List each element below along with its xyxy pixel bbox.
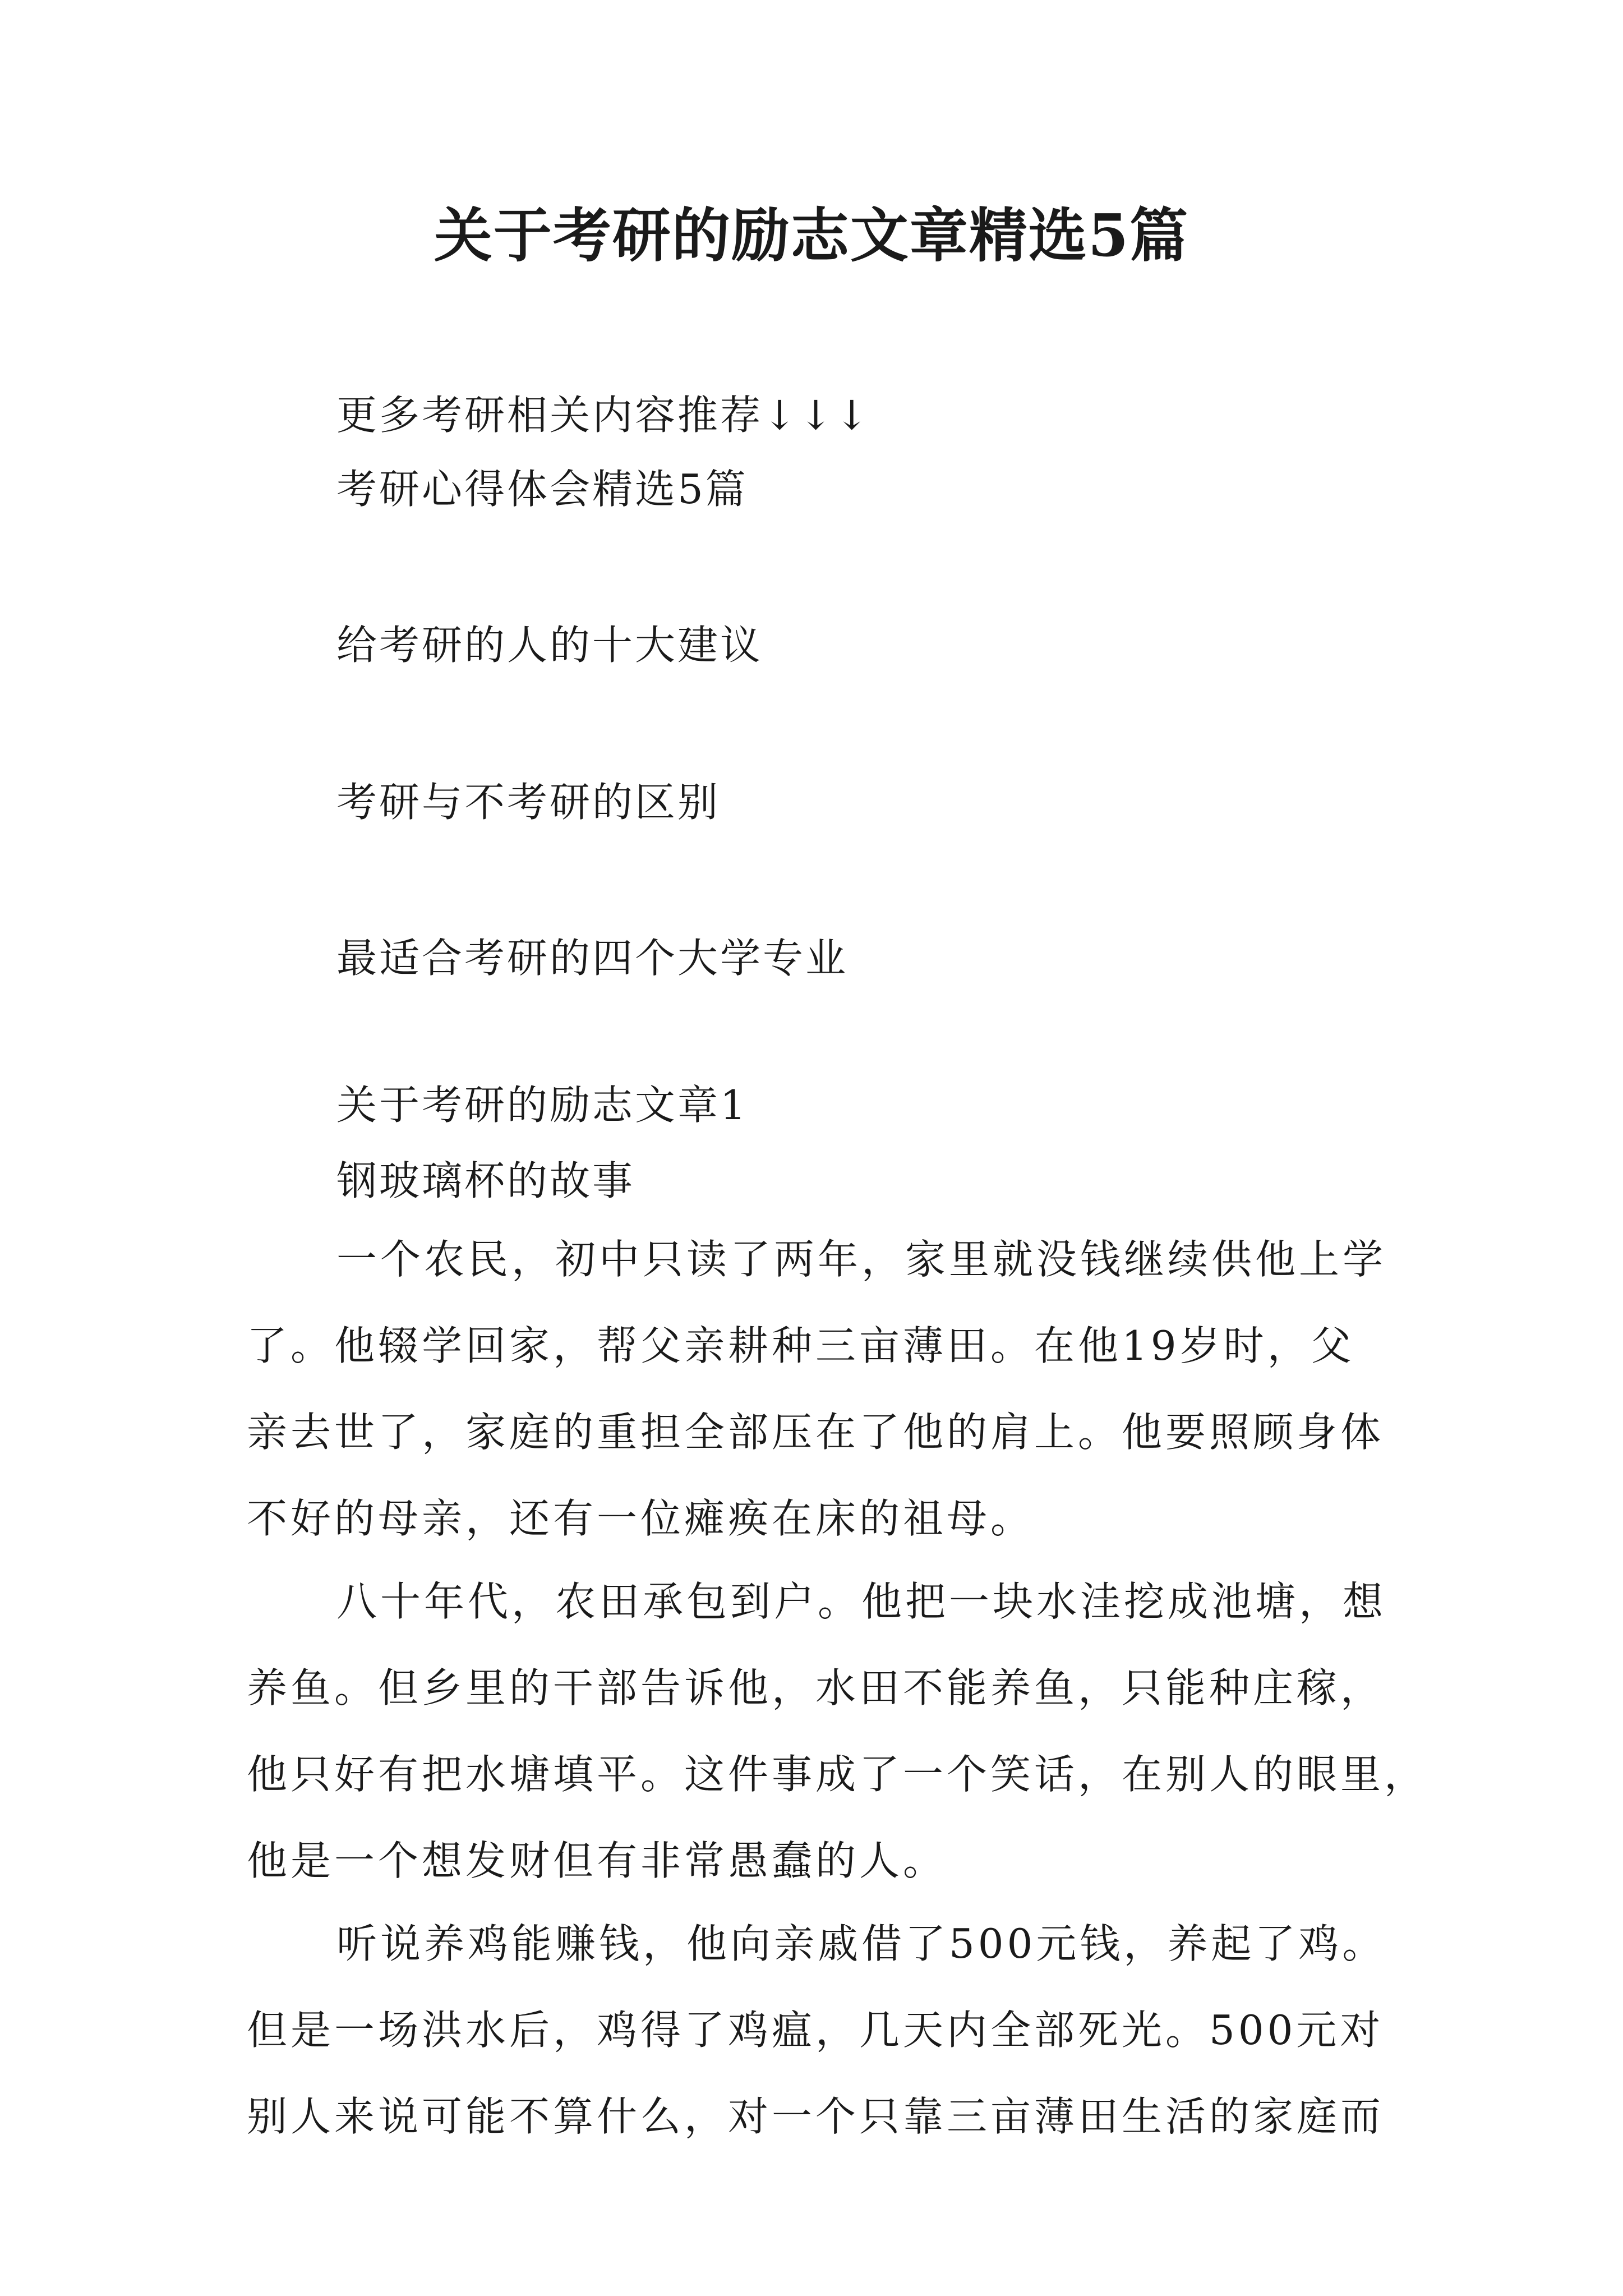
recommend-link[interactable]: 考研心得体会精选5篇 — [336, 466, 748, 513]
paragraph-line: 他是一个想发财但有非常愚蠢的人。 — [247, 1837, 947, 1884]
paragraph-line: 了。他辍学回家，帮父亲耕种三亩薄田。在他19岁时，父 — [247, 1322, 1355, 1369]
document-title: 关于考研的励志文章精选5篇 — [434, 201, 1189, 270]
paragraph-line: 但是一场洪水后，鸡得了鸡瘟，几天内全部死光。500元对 — [247, 2007, 1384, 2054]
recommend-link[interactable]: 考研与不考研的区别 — [336, 779, 721, 826]
recommend-link[interactable]: 给考研的人的十大建议 — [336, 622, 763, 669]
paragraph-line: 别人来说可能不算什么，对一个只靠三亩薄田生活的家庭而 — [247, 2093, 1385, 2140]
paragraph-line: 不好的母亲，还有一位瘫痪在床的祖母。 — [247, 1495, 1035, 1542]
paragraph-line: 他只好有把水塘填平。这件事成了一个笑话，在别人的眼里， — [247, 1751, 1428, 1798]
paragraph-line: 养鱼。但乡里的干部告诉他，水田不能养鱼，只能种庄稼， — [247, 1664, 1385, 1711]
paragraph-line: 八十年代，农田承包到户。他把一块水洼挖成池塘，想 — [336, 1578, 1387, 1625]
recommend-link[interactable]: 最适合考研的四个大学专业 — [336, 935, 849, 982]
paragraph-line: 听说养鸡能赚钱，他向亲戚借了500元钱，养起了鸡。 — [336, 1920, 1386, 1967]
body-paragraph — [247, 1901, 1385, 2160]
recommend-header: 更多考研相关内容推荐↓↓↓ — [336, 392, 871, 439]
article-heading: 关于考研的励志文章1 — [336, 1082, 748, 1129]
paragraph-line: 亲去世了，家庭的重担全部压在了他的肩上。他要照顾身体 — [247, 1409, 1385, 1456]
paragraph-line: 一个农民，初中只读了两年，家里就没钱继续供他上学 — [336, 1236, 1387, 1283]
body-paragraph — [247, 1558, 1428, 1904]
body-paragraph — [247, 1216, 1385, 1562]
story-title: 钢玻璃杯的故事 — [336, 1157, 635, 1204]
